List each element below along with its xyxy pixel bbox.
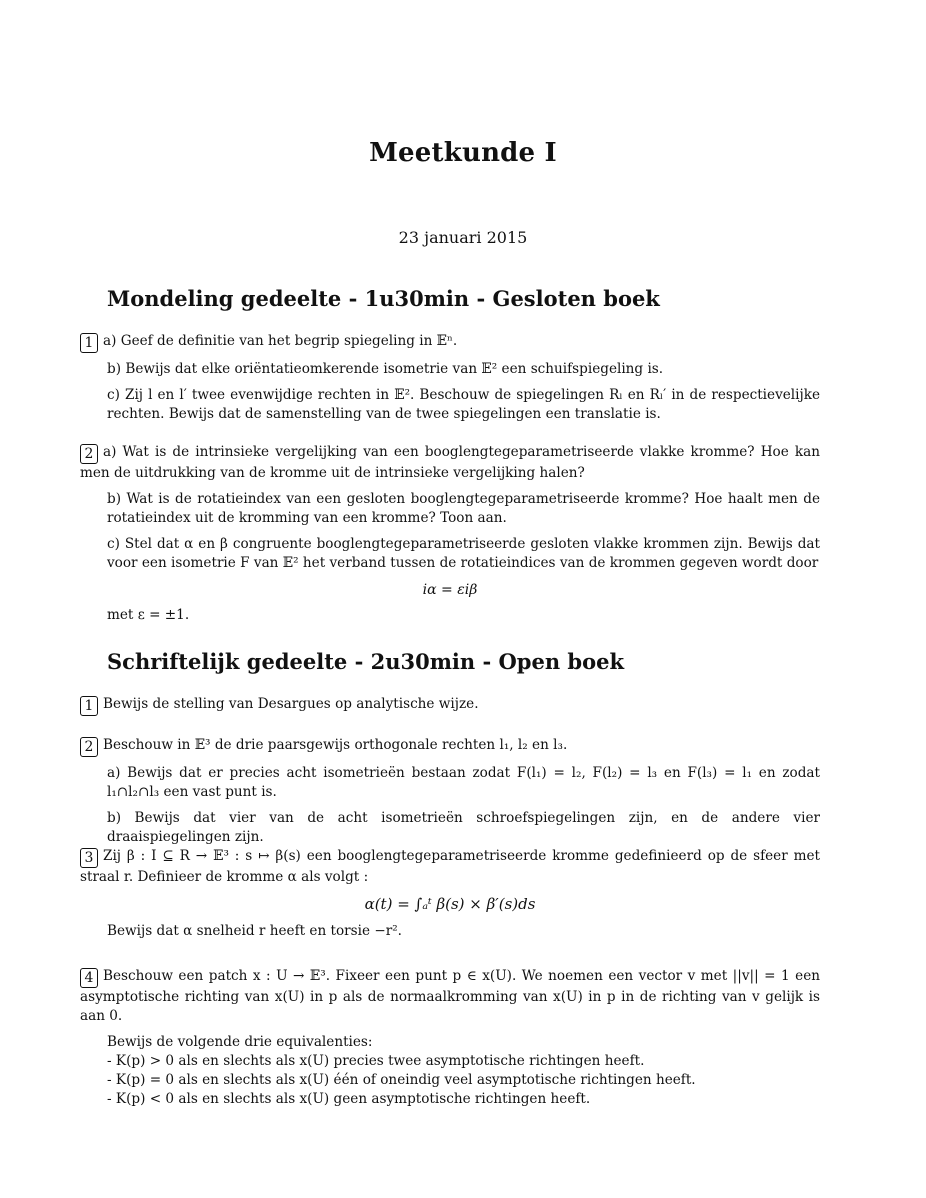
formula-alpha: α(t) = ∫ₐᵗ β(s) × β′(s)ds	[364, 895, 536, 913]
question-intro: Zij β : I ⊆ R → 𝔼³ : s ↦ β(s) een booglengtegeparametriseerde kromme gedefinieerd op de sfeer met straal r. Definieer de kromme α als volgt :	[80, 848, 820, 885]
question-part-b: b) Bewijs dat elke oriëntatieomkerende isometrie van 𝔼² een schuifspiegeling is.	[107, 361, 664, 377]
exam-date: 23 januari 2015	[398, 228, 528, 247]
question-part-c: c) Zij l en l′ twee evenwijdige rechten in 𝔼². Beschouw de spiegelingen Rₗ en Rₗ′ in de respectievelijke rechten. Bewijs dat de samenstelling van de twee spiegelingen een translatie is.	[107, 387, 820, 422]
written-question-2	[80, 736, 820, 847]
formula-note: met ε = ±1.	[107, 607, 190, 623]
equivalence-item: - K(p) < 0 als en slechts als x(U) geen asymptotische richtingen heeft.	[107, 1091, 591, 1107]
question-number: 4	[80, 968, 98, 988]
question-part-b: b) Bewijs dat vier van de acht isometrieën schroefspiegelingen zijn, en de andere vier draaispiegelingen zijn.	[107, 810, 820, 845]
written-question-4	[80, 967, 820, 1109]
question-number: 1	[80, 696, 98, 716]
equivalence-item: - K(p) = 0 als en slechts als x(U) één of oneindig veel asymptotische richtingen heeft.	[107, 1072, 696, 1088]
written-question-1	[80, 695, 820, 716]
question-part-a: a) Bewijs dat er precies acht isometrieën bestaan zodat F(l₁) = l₂, F(l₂) = l₃ en F(l₃) = l₁ en zodat l₁∩l₂∩l₃ een vast punt is.	[107, 765, 820, 800]
question-intro: Beschouw in 𝔼³ de drie paarsgewijs orthogonale rechten l₁, l₂ en l₃.	[103, 737, 568, 753]
question-part-a: a) Wat is de intrinsieke vergelijking van een booglengtegeparametriseerde vlakke kromme? Hoe kan men de uitdrukking van de kromme uit de intrinsieke vergelijking halen?	[80, 444, 820, 481]
question-number: 2	[80, 444, 98, 464]
oral-question-1	[80, 332, 820, 424]
question-part-c: c) Stel dat α en β congruente booglengtegeparametriseerde gesloten vlakke krommen zijn. Bewijs dat voor een isometrie F van 𝔼² het verband tussen de rotatieindices van de krommen gegeven wordt door	[107, 536, 820, 571]
question-conclusion: Bewijs dat α snelheid r heeft en torsie −r².	[107, 923, 403, 939]
question-lead: Bewijs de volgende drie equivalenties:	[107, 1034, 373, 1050]
section-heading-written: Schriftelijk gedeelte - 2u30min - Open boek	[107, 649, 625, 674]
question-part-a: a) Geef de definitie van het begrip spiegeling in 𝔼ⁿ.	[103, 333, 458, 349]
equivalence-item: - K(p) > 0 als en slechts als x(U) precies twee asymptotische richtingen heeft.	[107, 1053, 645, 1069]
question-number: 3	[80, 848, 98, 868]
section-heading-oral: Mondeling gedeelte - 1u30min - Gesloten boek	[107, 286, 660, 311]
formula-rotation-index: iα = εiβ	[422, 582, 478, 598]
written-question-3	[80, 847, 820, 941]
question-number: 2	[80, 737, 98, 757]
question-number: 1	[80, 333, 98, 353]
question-intro: Beschouw een patch x : U → 𝔼³. Fixeer een punt p ∈ x(U). We noemen een vector v met ||v|| = 1 een asymptotische richting van x(U) in p als de normaalkromming van x(U) in p in de richting van v gelijk is aan 0.	[80, 968, 820, 1024]
page-title: Meetkunde I	[369, 138, 557, 168]
oral-question-2	[80, 443, 820, 625]
question-text: Bewijs de stelling van Desargues op analytische wijze.	[103, 696, 479, 712]
question-part-b: b) Wat is de rotatieindex van een gesloten booglengtegeparametriseerde kromme? Hoe haalt men de rotatieindex uit de kromming van een kromme? Toon aan.	[107, 491, 820, 526]
